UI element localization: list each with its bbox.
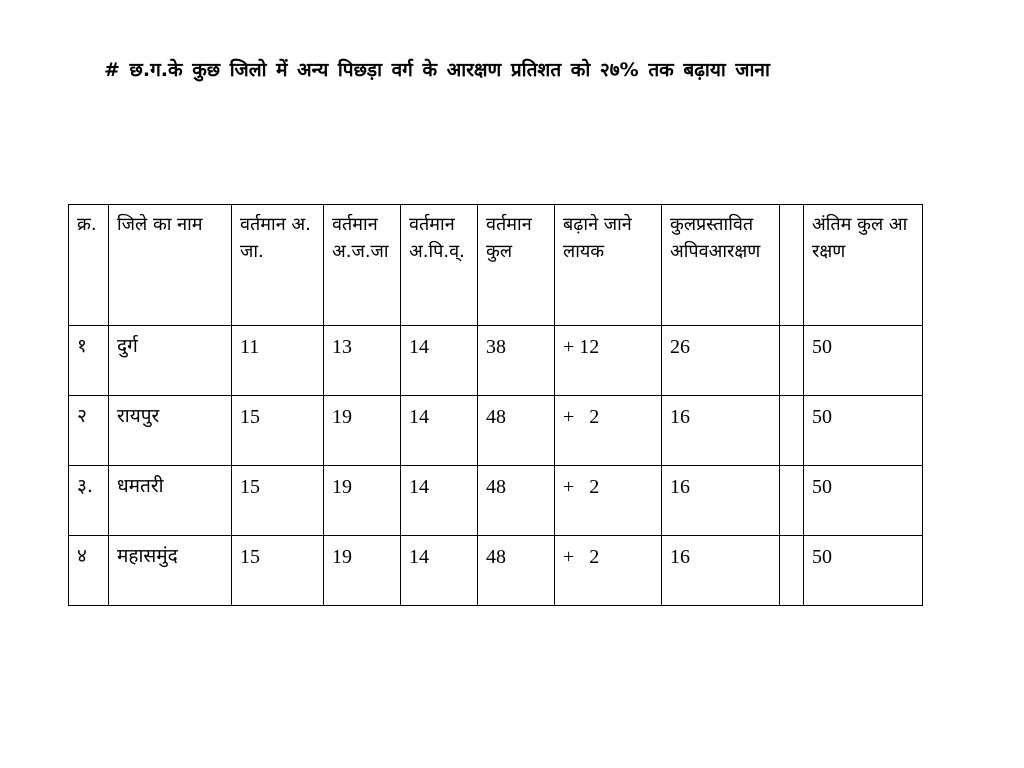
cell-district: रायपुर (109, 396, 232, 466)
cell-current-sc: 11 (232, 326, 324, 396)
cell-proposed-obc: 16 (662, 536, 780, 606)
cell-current-st: 19 (324, 396, 401, 466)
header-current-total: वर्तमान कुल (478, 205, 555, 326)
header-proposed-obc: कुलप्रस्तावित अपिवआरक्षण (662, 205, 780, 326)
header-increase: बढ़ाने जाने लायक (555, 205, 662, 326)
cell-proposed-obc: 26 (662, 326, 780, 396)
header-blank (780, 205, 804, 326)
table-row (69, 326, 923, 396)
header-row (69, 205, 923, 326)
cell-current-sc: 15 (232, 396, 324, 466)
cell-current-total: 38 (478, 326, 555, 396)
cell-serial: ३. (69, 466, 109, 536)
reservation-table (68, 204, 923, 606)
cell-current-sc: 15 (232, 466, 324, 536)
cell-current-st: 19 (324, 466, 401, 536)
header-district-name: जिले का नाम (109, 205, 232, 326)
cell-increase: + 12 (555, 326, 662, 396)
cell-blank (780, 536, 804, 606)
cell-blank (780, 396, 804, 466)
cell-proposed-obc: 16 (662, 466, 780, 536)
cell-current-sc: 15 (232, 536, 324, 606)
cell-final-total: 50 (804, 536, 923, 606)
cell-final-total: 50 (804, 396, 923, 466)
cell-current-st: 13 (324, 326, 401, 396)
cell-district: धमतरी (109, 466, 232, 536)
header-serial: क्र. (69, 205, 109, 326)
table-row (69, 536, 923, 606)
cell-proposed-obc: 16 (662, 396, 780, 466)
cell-final-total: 50 (804, 466, 923, 536)
cell-serial: ४ (69, 536, 109, 606)
cell-current-obc: 14 (401, 326, 478, 396)
header-final-total: अंतिम कुल आरक्षण (804, 205, 923, 326)
cell-current-st: 19 (324, 536, 401, 606)
cell-current-obc: 14 (401, 536, 478, 606)
cell-serial: १ (69, 326, 109, 396)
cell-district: दुर्ग (109, 326, 232, 396)
header-current-sc: वर्तमान अ.जा. (232, 205, 324, 326)
header-current-st: वर्तमान अ.ज.जा (324, 205, 401, 326)
header-current-obc: वर्तमान अ.पि.व्. (401, 205, 478, 326)
cell-current-obc: 14 (401, 396, 478, 466)
cell-current-total: 48 (478, 396, 555, 466)
cell-blank (780, 466, 804, 536)
cell-increase: + 2 (555, 466, 662, 536)
table-row (69, 396, 923, 466)
cell-increase: + 2 (555, 396, 662, 466)
cell-increase: + 2 (555, 536, 662, 606)
cell-current-total: 48 (478, 536, 555, 606)
cell-serial: २ (69, 396, 109, 466)
cell-final-total: 50 (804, 326, 923, 396)
table-row (69, 466, 923, 536)
cell-blank (780, 326, 804, 396)
cell-current-total: 48 (478, 466, 555, 536)
cell-district: महासमुंद (109, 536, 232, 606)
page-title: # छ.ग.के कुछ जिलो में अन्य पिछड़ा वर्ग के आरक्षण प्रतिशत को २७% तक बढ़ाया जाना (104, 59, 770, 81)
cell-current-obc: 14 (401, 466, 478, 536)
